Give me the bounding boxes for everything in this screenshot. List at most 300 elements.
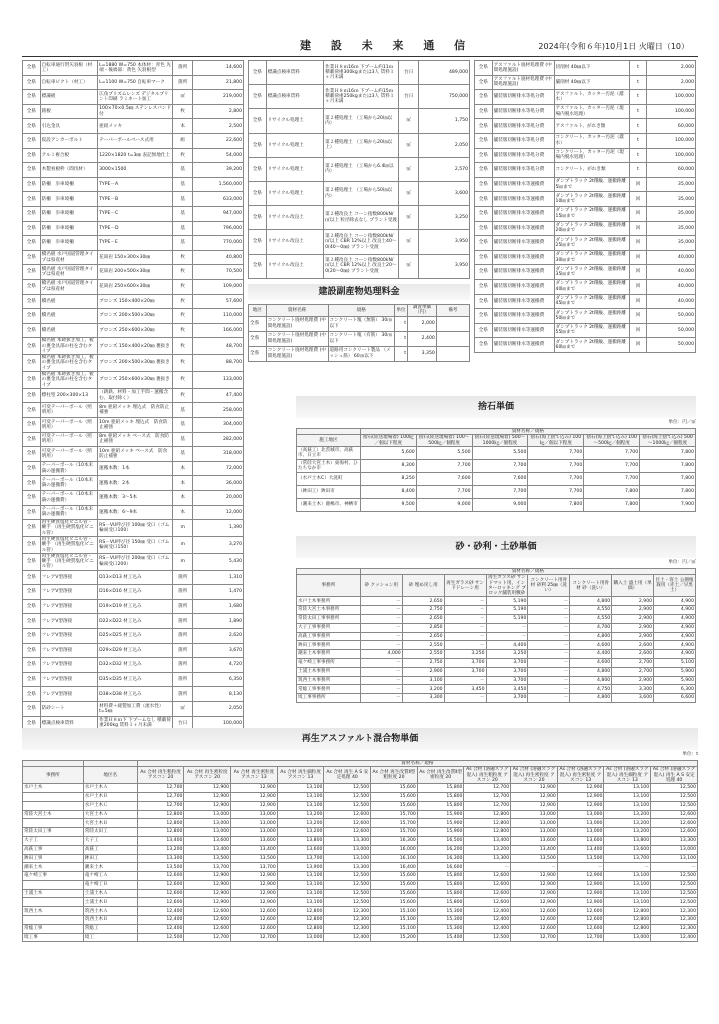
value-cell: 12,900 xyxy=(557,889,604,898)
spec-cell: 10m 亜鉛メッキ 埋込式 防食防止補強 xyxy=(98,418,173,433)
value-cell: 12,300 xyxy=(651,924,698,933)
spec-cell: D29×D29 材工込み xyxy=(98,643,173,658)
table-row xyxy=(23,784,698,793)
area-cell: 全県 xyxy=(23,355,41,372)
value-cell: 13,200 xyxy=(464,845,511,854)
item-name-cell: フレアV型溶接 xyxy=(40,672,97,687)
sute-table xyxy=(296,428,696,512)
value-cell: 12,700 xyxy=(511,933,558,942)
value-cell: 13,700 xyxy=(231,863,278,872)
spec-cell: ダンプトラック 2t積級、運搬距離 20㎞まで xyxy=(554,221,629,236)
value-cell: 12,700 xyxy=(137,801,184,810)
area-cell: 全県 xyxy=(249,206,267,230)
value-cell: 3,700 xyxy=(444,658,486,667)
spec-cell: 切削材 40㎜以下 xyxy=(554,61,629,76)
value-cell: 16,500 xyxy=(417,836,464,845)
value-cell: 12,900 xyxy=(184,898,231,907)
value-cell: 12,700 xyxy=(137,792,184,801)
spec-cell: ブロンズ 150×400×20㎜ 裏抜き xyxy=(98,338,173,355)
table-row xyxy=(23,845,698,854)
item-name-cell: 舗装版切断排水等運搬費 xyxy=(492,338,554,353)
sute-group-header: 資材名称／規格 xyxy=(360,429,695,435)
value-cell: 2,900 xyxy=(612,615,654,624)
value-cell: 12,500 xyxy=(324,872,371,881)
table-row xyxy=(23,461,244,476)
price-cell: 2,050 xyxy=(419,133,470,157)
area-cell: 全県 xyxy=(23,476,41,491)
value-cell: 7,700 xyxy=(416,459,472,472)
price-cell: 3,670 xyxy=(193,643,244,658)
item-name-cell: 舗装版切断排水等運搬費 xyxy=(492,236,554,251)
item-name-cell: フレアV型溶接 xyxy=(40,629,97,644)
value-cell: 13,300 xyxy=(137,854,184,863)
unit-cell: 箇所 xyxy=(173,75,193,90)
table-row xyxy=(23,403,244,418)
value-cell: 12,500 xyxy=(137,933,184,942)
table-row xyxy=(23,432,244,447)
column-header: コンクリート用骨材 砂利 25㎜（洗い） xyxy=(528,575,570,597)
label-cell xyxy=(23,880,84,889)
spec-cell: 10m 亜鉛メッキ ベース式 防食防止補強 xyxy=(98,447,173,462)
value-cell: 16,300 xyxy=(371,836,418,845)
area-cell: 全県 xyxy=(23,133,41,148)
table-row xyxy=(297,650,696,659)
value-cell: 13,200 xyxy=(277,828,324,837)
item-name-cell: 舗装版切断排水等運搬費 xyxy=(492,250,554,265)
value-cell: 12,600 xyxy=(231,907,278,916)
unit-cell: 基 xyxy=(173,221,193,236)
price-cell: 304,000 xyxy=(193,418,244,433)
table-row xyxy=(297,632,696,641)
value-cell: 15,600 xyxy=(371,784,418,793)
value-cell: 12,600 xyxy=(464,880,511,889)
price-cell: 318,000 xyxy=(193,447,244,462)
unit-cell: 回 xyxy=(629,309,647,324)
unit-cell: 枚 xyxy=(173,104,193,119)
table-row xyxy=(23,505,244,520)
value-cell: 15,200 xyxy=(371,933,418,942)
table-row xyxy=(23,916,698,925)
label-cell: 鉾田工 xyxy=(83,854,137,863)
value-cell: － xyxy=(444,606,486,615)
value-cell: 2,750 xyxy=(402,658,444,667)
value-cell: 12,800 xyxy=(137,828,184,837)
spec-cell: ダンプトラック 2t積級、運搬距離 5㎞まで xyxy=(554,177,629,192)
value-cell: － xyxy=(360,606,402,615)
area-cell: 全県 xyxy=(23,75,41,90)
spec-cell: TYPE－E xyxy=(98,236,173,251)
area-cell: 全県 xyxy=(23,148,41,163)
haiki-section-bar xyxy=(248,284,470,300)
area-cell: 全県 xyxy=(475,236,493,251)
price-cell: 100,000 xyxy=(647,148,696,163)
value-cell: 12,600 xyxy=(324,810,371,819)
price-cell: 2,000 xyxy=(647,75,696,90)
value-cell: 15,800 xyxy=(417,898,464,907)
table-row xyxy=(23,177,244,192)
value-cell: 3,450 xyxy=(486,685,528,694)
column-header: As 合材 (溶融スラグ混入) 再生密粒度 アスコン 20 xyxy=(511,767,558,784)
table-row xyxy=(475,133,696,148)
spec-cell: L=1100 W=750 自転車マーク xyxy=(98,75,173,90)
value-cell: 2,900 xyxy=(612,632,654,641)
unit-cell: 回 xyxy=(629,323,647,338)
table-row xyxy=(249,254,470,278)
label-cell: 鉾田工事事務所 xyxy=(297,641,361,650)
spec-cell: D16×D16 材工込み xyxy=(98,585,173,600)
spec-cell: D35×D35 材工込み xyxy=(98,672,173,687)
unit-cell: 枚 xyxy=(173,371,193,388)
value-cell: － xyxy=(360,623,402,632)
value-cell: 12,500 xyxy=(651,784,698,793)
value-cell: 2,750 xyxy=(402,606,444,615)
item-name-cell: テーパーポール（10本未満の運搬費） xyxy=(40,505,97,520)
area-cell: 全県 xyxy=(475,250,493,265)
table-row xyxy=(475,75,696,90)
table-row xyxy=(297,615,696,624)
value-cell: 15,100 xyxy=(371,907,418,916)
table-row xyxy=(23,898,698,907)
spec-cell: 100×70×0.5㎜ ステンレスバンド付 xyxy=(98,104,173,119)
value-cell: 4,900 xyxy=(654,606,696,615)
price-cell: 60,000 xyxy=(647,119,696,134)
table-row xyxy=(475,309,696,324)
table-row xyxy=(23,192,244,207)
unit-cell: 箇所 xyxy=(173,643,193,658)
table-row xyxy=(475,221,696,236)
column-header: 捨石(陸送現場着) 100㎏／個以下程度 xyxy=(360,435,416,447)
value-cell: 2,600 xyxy=(612,650,654,659)
value-cell: 7,800 xyxy=(640,472,696,485)
price-cell: 109,000 xyxy=(193,279,244,294)
spec-cell: 第２種処理土 （工場から6.4㎞以内） xyxy=(324,157,399,181)
unit-cell: 基 xyxy=(173,432,193,447)
unit-cell: 箇所 xyxy=(173,658,193,673)
price-cell: 35,000 xyxy=(647,192,696,207)
area-cell: 全県 xyxy=(475,192,493,207)
area-cell: 全県 xyxy=(23,221,41,236)
price-cell: 219,000 xyxy=(193,90,244,105)
value-cell: 13,100 xyxy=(651,854,698,863)
table-row xyxy=(23,828,698,837)
table-row xyxy=(249,316,470,331)
table-row xyxy=(23,119,244,134)
area-cell: 全県 xyxy=(23,716,41,731)
table-row xyxy=(475,206,696,221)
value-cell: 13,600 xyxy=(604,845,651,854)
area-cell: 全県 xyxy=(249,61,267,85)
value-cell: 12,400 xyxy=(137,916,184,925)
value-cell: 4,600 xyxy=(570,641,612,650)
value-cell: 12,600 xyxy=(651,828,698,837)
value-cell: 16,200 xyxy=(417,845,464,854)
price-cell: 40,000 xyxy=(647,294,696,309)
value-cell: － xyxy=(528,667,570,676)
value-cell: 12,300 xyxy=(324,924,371,933)
price-cell: 60,000 xyxy=(647,163,696,178)
price-cell: 2,800 xyxy=(193,104,244,119)
unit-cell: 箇所 xyxy=(173,687,193,702)
column-header: As 合材 (溶融スラグ混入) 再生細粒度 アスコン 13 xyxy=(604,767,651,784)
spec-cell: ブロンズ 250×600×30㎜ 裏抜き xyxy=(98,371,173,388)
value-cell: 12,600 xyxy=(511,924,558,933)
label-cell: 筑西土木Ａ xyxy=(83,907,137,916)
price-cell: 750,000 xyxy=(419,85,470,109)
value-cell: 13,100 xyxy=(604,889,651,898)
table-row xyxy=(249,181,470,205)
value-cell: 12,900 xyxy=(511,801,558,810)
column-header: 砂 クッション用 xyxy=(360,575,402,597)
spec-cell: ブロンズ 200×500×30㎜ xyxy=(98,309,173,324)
price-cell: 100,000 xyxy=(647,133,696,148)
table-row xyxy=(475,294,696,309)
unit-cell: 本 xyxy=(173,461,193,476)
table-row xyxy=(23,279,244,294)
price-cell: 2,500 xyxy=(193,119,244,134)
unit-cell: t xyxy=(629,163,647,178)
value-cell: 13,000 xyxy=(324,845,371,854)
asph-section-title: 再生アスファルト混合物単価 xyxy=(301,733,419,744)
label-cell: 全県 xyxy=(249,316,267,331)
unit-cell: 枚 xyxy=(173,388,193,403)
label-cell: 全県 xyxy=(249,331,267,346)
spec-cell: （鋳鉄、材料・加工手間・運搬含む、取付除く） xyxy=(98,388,173,403)
value-cell: － xyxy=(528,623,570,632)
table-row xyxy=(23,570,244,585)
value-cell: 2,400 xyxy=(408,331,437,346)
table-row xyxy=(23,490,244,505)
table-row xyxy=(475,279,696,294)
table-row xyxy=(475,323,696,338)
value-cell: 15,300 xyxy=(417,916,464,925)
value-cell: 12,900 xyxy=(231,801,278,810)
price-cell: 100,000 xyxy=(193,716,244,731)
table-row xyxy=(249,206,470,230)
unit-cell: 箇所 xyxy=(173,672,193,687)
value-cell: 2,600 xyxy=(612,641,654,650)
label-cell: 境工事 xyxy=(23,933,84,942)
label-cell: 常総工 xyxy=(83,924,137,933)
unit-cell: ㎥ xyxy=(399,254,419,278)
value-cell: － xyxy=(360,667,402,676)
value-cell: 4,800 xyxy=(570,676,612,685)
table-row xyxy=(297,685,696,694)
value-cell: 12,600 xyxy=(137,898,184,907)
value-cell: 7,700 xyxy=(584,459,640,472)
label-cell: 土浦土木 xyxy=(23,889,84,898)
value-cell: 13,100 xyxy=(604,801,651,810)
value-cell: 12,800 xyxy=(464,828,511,837)
column-header: As 合材 再生密粒度 アスコン 13 xyxy=(231,767,278,784)
spec-cell: ブロンズ 150×400×20㎜ xyxy=(98,294,173,309)
value-cell: 12,600 xyxy=(464,872,511,881)
value-cell: 3,700 xyxy=(486,676,528,685)
price-cell: 72,000 xyxy=(193,461,244,476)
unit-cell: 基 xyxy=(173,192,193,207)
value-cell: 13,000 xyxy=(231,819,278,828)
spec-cell: 作業Ｈ８ｍ16ｍ 下プーム約11ｍ 積載荷重300kgまたは3人 賃料１ヶ月未満 xyxy=(324,61,399,85)
unit-cell: 箇所 xyxy=(173,61,193,76)
spec-cell: RS－VU呼び径 100㎜ 受口（ゴム輪両受口100） xyxy=(98,520,173,537)
table-row xyxy=(23,792,698,801)
area-cell: 全県 xyxy=(23,236,41,251)
label-cell: 大子工事事務所 xyxy=(297,623,361,632)
area-cell: 全県 xyxy=(23,119,41,134)
value-cell: － xyxy=(444,623,486,632)
area-cell: 全県 xyxy=(23,104,41,119)
value-cell: 12,900 xyxy=(511,792,558,801)
spec-cell: アスファルト、カッター汚泥（現場内脱水処理） xyxy=(554,104,629,119)
spec-cell: ブロンズ 200×500×30㎜ 裏抜き xyxy=(98,355,173,372)
area-cell: 全県 xyxy=(23,505,41,520)
price-cell: 1,750 xyxy=(419,109,470,133)
item-name-cell: 防柵 歩車境柵 xyxy=(40,206,97,221)
column-header: 捨石(海上捨て込み) 100～500㎏／個程度 xyxy=(584,435,640,447)
value-cell: 3,600 xyxy=(612,694,654,703)
label-cell: （鉾田工）鉾田市 xyxy=(297,485,361,498)
label-cell: 潮来土木 xyxy=(83,863,137,872)
label-cell: 高萩工 xyxy=(83,845,137,854)
value-cell: 13,000 xyxy=(184,819,231,828)
value-cell: 12,500 xyxy=(324,880,371,889)
item-name-cell: リサイクル改良土 xyxy=(266,206,323,230)
value-cell: 13,500 xyxy=(511,854,558,863)
column-header: As 合材 再生細粒度 アスコン 13 xyxy=(277,767,324,784)
price-cell: 133,000 xyxy=(193,371,244,388)
value-cell: 13,400 xyxy=(231,845,278,854)
unit-cell: 枚 xyxy=(173,309,193,324)
column-header: 捨石(陸送現場着) 100～500㎏／個程度 xyxy=(416,435,472,447)
unit-cell: 枚 xyxy=(173,265,193,280)
column-header: 購入土 盛土用（単価） xyxy=(612,575,654,597)
table-row xyxy=(23,933,698,942)
area-cell: 全県 xyxy=(23,614,41,629)
value-cell: 12,900 xyxy=(557,792,604,801)
label-cell: 道路用コンクリート製品 （メッシュ筋） 60㎝以下 xyxy=(328,346,394,361)
value-cell: 7,700 xyxy=(528,459,584,472)
value-cell: 13,000 xyxy=(184,810,231,819)
price-cell: 1,680 xyxy=(193,599,244,614)
value-cell: 12,400 xyxy=(137,924,184,933)
value-cell: t xyxy=(394,346,407,361)
price-cell: 796,000 xyxy=(193,221,244,236)
spec-cell: RS－VU呼び径 200㎜ 受口（ゴム輪両受口200） xyxy=(98,553,173,570)
value-cell: 3,250 xyxy=(486,650,528,659)
price-table-b xyxy=(248,60,470,279)
item-name-cell: 舗装版切断排水等運搬費 xyxy=(492,309,554,324)
spec-cell: 花崗岩 200×500×30㎜ xyxy=(98,265,173,280)
area-cell: 全県 xyxy=(23,418,41,433)
value-cell: 12,800 xyxy=(277,907,324,916)
value-cell: 12,700 xyxy=(231,933,278,942)
item-name-cell: 舗装版切断排水等処分費 xyxy=(492,133,554,148)
value-cell: － xyxy=(486,623,528,632)
spec-cell: ダンプトラック 2t積級、運搬距離 60㎞まで xyxy=(554,338,629,353)
value-cell: 12,900 xyxy=(184,880,231,889)
column-header: 備考 xyxy=(436,305,469,317)
unit-cell: 回 xyxy=(629,177,647,192)
spec-cell: コンクリート、カッター汚泥（現場内脱水処理） xyxy=(554,148,629,163)
item-name-cell: アスファルト廃材処理費 (中間処理施設) xyxy=(492,61,554,76)
value-cell: 12,300 xyxy=(324,907,371,916)
item-name-cell: 自転車通行帯矢羽根（材工） xyxy=(40,61,97,76)
value-cell: 2,900 xyxy=(612,606,654,615)
label-cell: 高萩工事 xyxy=(23,845,84,854)
value-cell: 15,900 xyxy=(417,810,464,819)
value-cell: 4,800 xyxy=(570,597,612,606)
label-cell: 常陸太田工事事務所 xyxy=(297,615,361,624)
spec-cell: テーパーボールベース式用 xyxy=(98,133,173,148)
column-header: 地区名 xyxy=(83,767,137,784)
value-cell: 12,900 xyxy=(511,880,558,889)
table-row xyxy=(23,309,244,324)
area-cell: 全県 xyxy=(23,250,41,265)
value-cell: 9,000 xyxy=(416,498,472,511)
item-name-cell: 橋名板 本鋳抜き加工、板の裏金具部の柱を含むタイプ xyxy=(40,371,97,388)
table-row xyxy=(23,537,244,554)
spec-cell: ダンプトラック 2t積級、運搬距離 15㎞まで xyxy=(554,206,629,221)
value-cell: － xyxy=(360,658,402,667)
value-cell: 13,700 xyxy=(277,854,324,863)
table-row xyxy=(23,206,244,221)
item-name-cell: テーパーポール（10本未満の運搬費） xyxy=(40,476,97,491)
table-row xyxy=(23,61,244,76)
unit-cell: 枚 xyxy=(173,294,193,309)
value-cell: 13,400 xyxy=(557,845,604,854)
value-cell: 13,000 xyxy=(511,810,558,819)
value-cell: 7,600 xyxy=(416,472,472,485)
table-row xyxy=(23,836,698,845)
column-header: 施工地区 xyxy=(297,435,361,447)
table-row xyxy=(23,133,244,148)
table-row xyxy=(23,819,698,828)
spec-cell: D19×D19 材工込み xyxy=(98,599,173,614)
column-header: 再生ガラス砂 サンドマット用、インターロッキング ブロック舗装用敷砂 xyxy=(487,575,526,597)
table-row xyxy=(249,157,470,181)
asph-unit: 単位：t xyxy=(682,752,698,757)
label-cell xyxy=(23,792,84,801)
label-cell xyxy=(23,801,84,810)
table-row xyxy=(249,85,470,109)
area-cell: 全県 xyxy=(23,432,41,447)
label-cell xyxy=(23,916,84,925)
item-name-cell: 標識点検車賃料 xyxy=(40,716,97,731)
unit-cell: ㎥ xyxy=(399,181,419,205)
column-header: 目土・客土 公園植栽用（赤土／早黒土） xyxy=(654,575,696,597)
label-cell: 土浦土木Ｂ xyxy=(83,898,137,907)
unit-cell: 組 xyxy=(173,133,193,148)
value-cell: 12,600 xyxy=(651,810,698,819)
value-cell: 9,500 xyxy=(360,498,416,511)
value-cell: 3,350 xyxy=(408,346,437,361)
item-name-cell: 橋名板 本鋳抜き加工、板の裏金具部の柱を含むタイプ xyxy=(40,355,97,372)
area-cell: 全県 xyxy=(23,403,41,418)
unit-cell: 基 xyxy=(173,177,193,192)
unit-cell: 基 xyxy=(173,236,193,251)
area-cell: 全県 xyxy=(23,177,41,192)
column-header: As 合材 再生改質Ⅱ型 粗粒度 20 xyxy=(371,767,418,784)
value-cell: 15,100 xyxy=(371,916,418,925)
column-header: As 合材 (溶融スラグ混入) 再生 A S 安定処理 40 xyxy=(651,767,698,784)
spec-cell: 8m 亜鉛メッキ 埋込式 防食防止補強 xyxy=(98,403,173,418)
price-cell: 5,430 xyxy=(193,553,244,570)
table-row xyxy=(23,250,244,265)
item-name-cell: テーパーポール（10本未満の運搬費） xyxy=(40,461,97,476)
table-row xyxy=(23,148,244,163)
unit-cell: 枚 xyxy=(173,250,193,265)
area-cell: 全県 xyxy=(23,643,41,658)
label-cell: 大宮土木Ａ xyxy=(83,810,137,819)
